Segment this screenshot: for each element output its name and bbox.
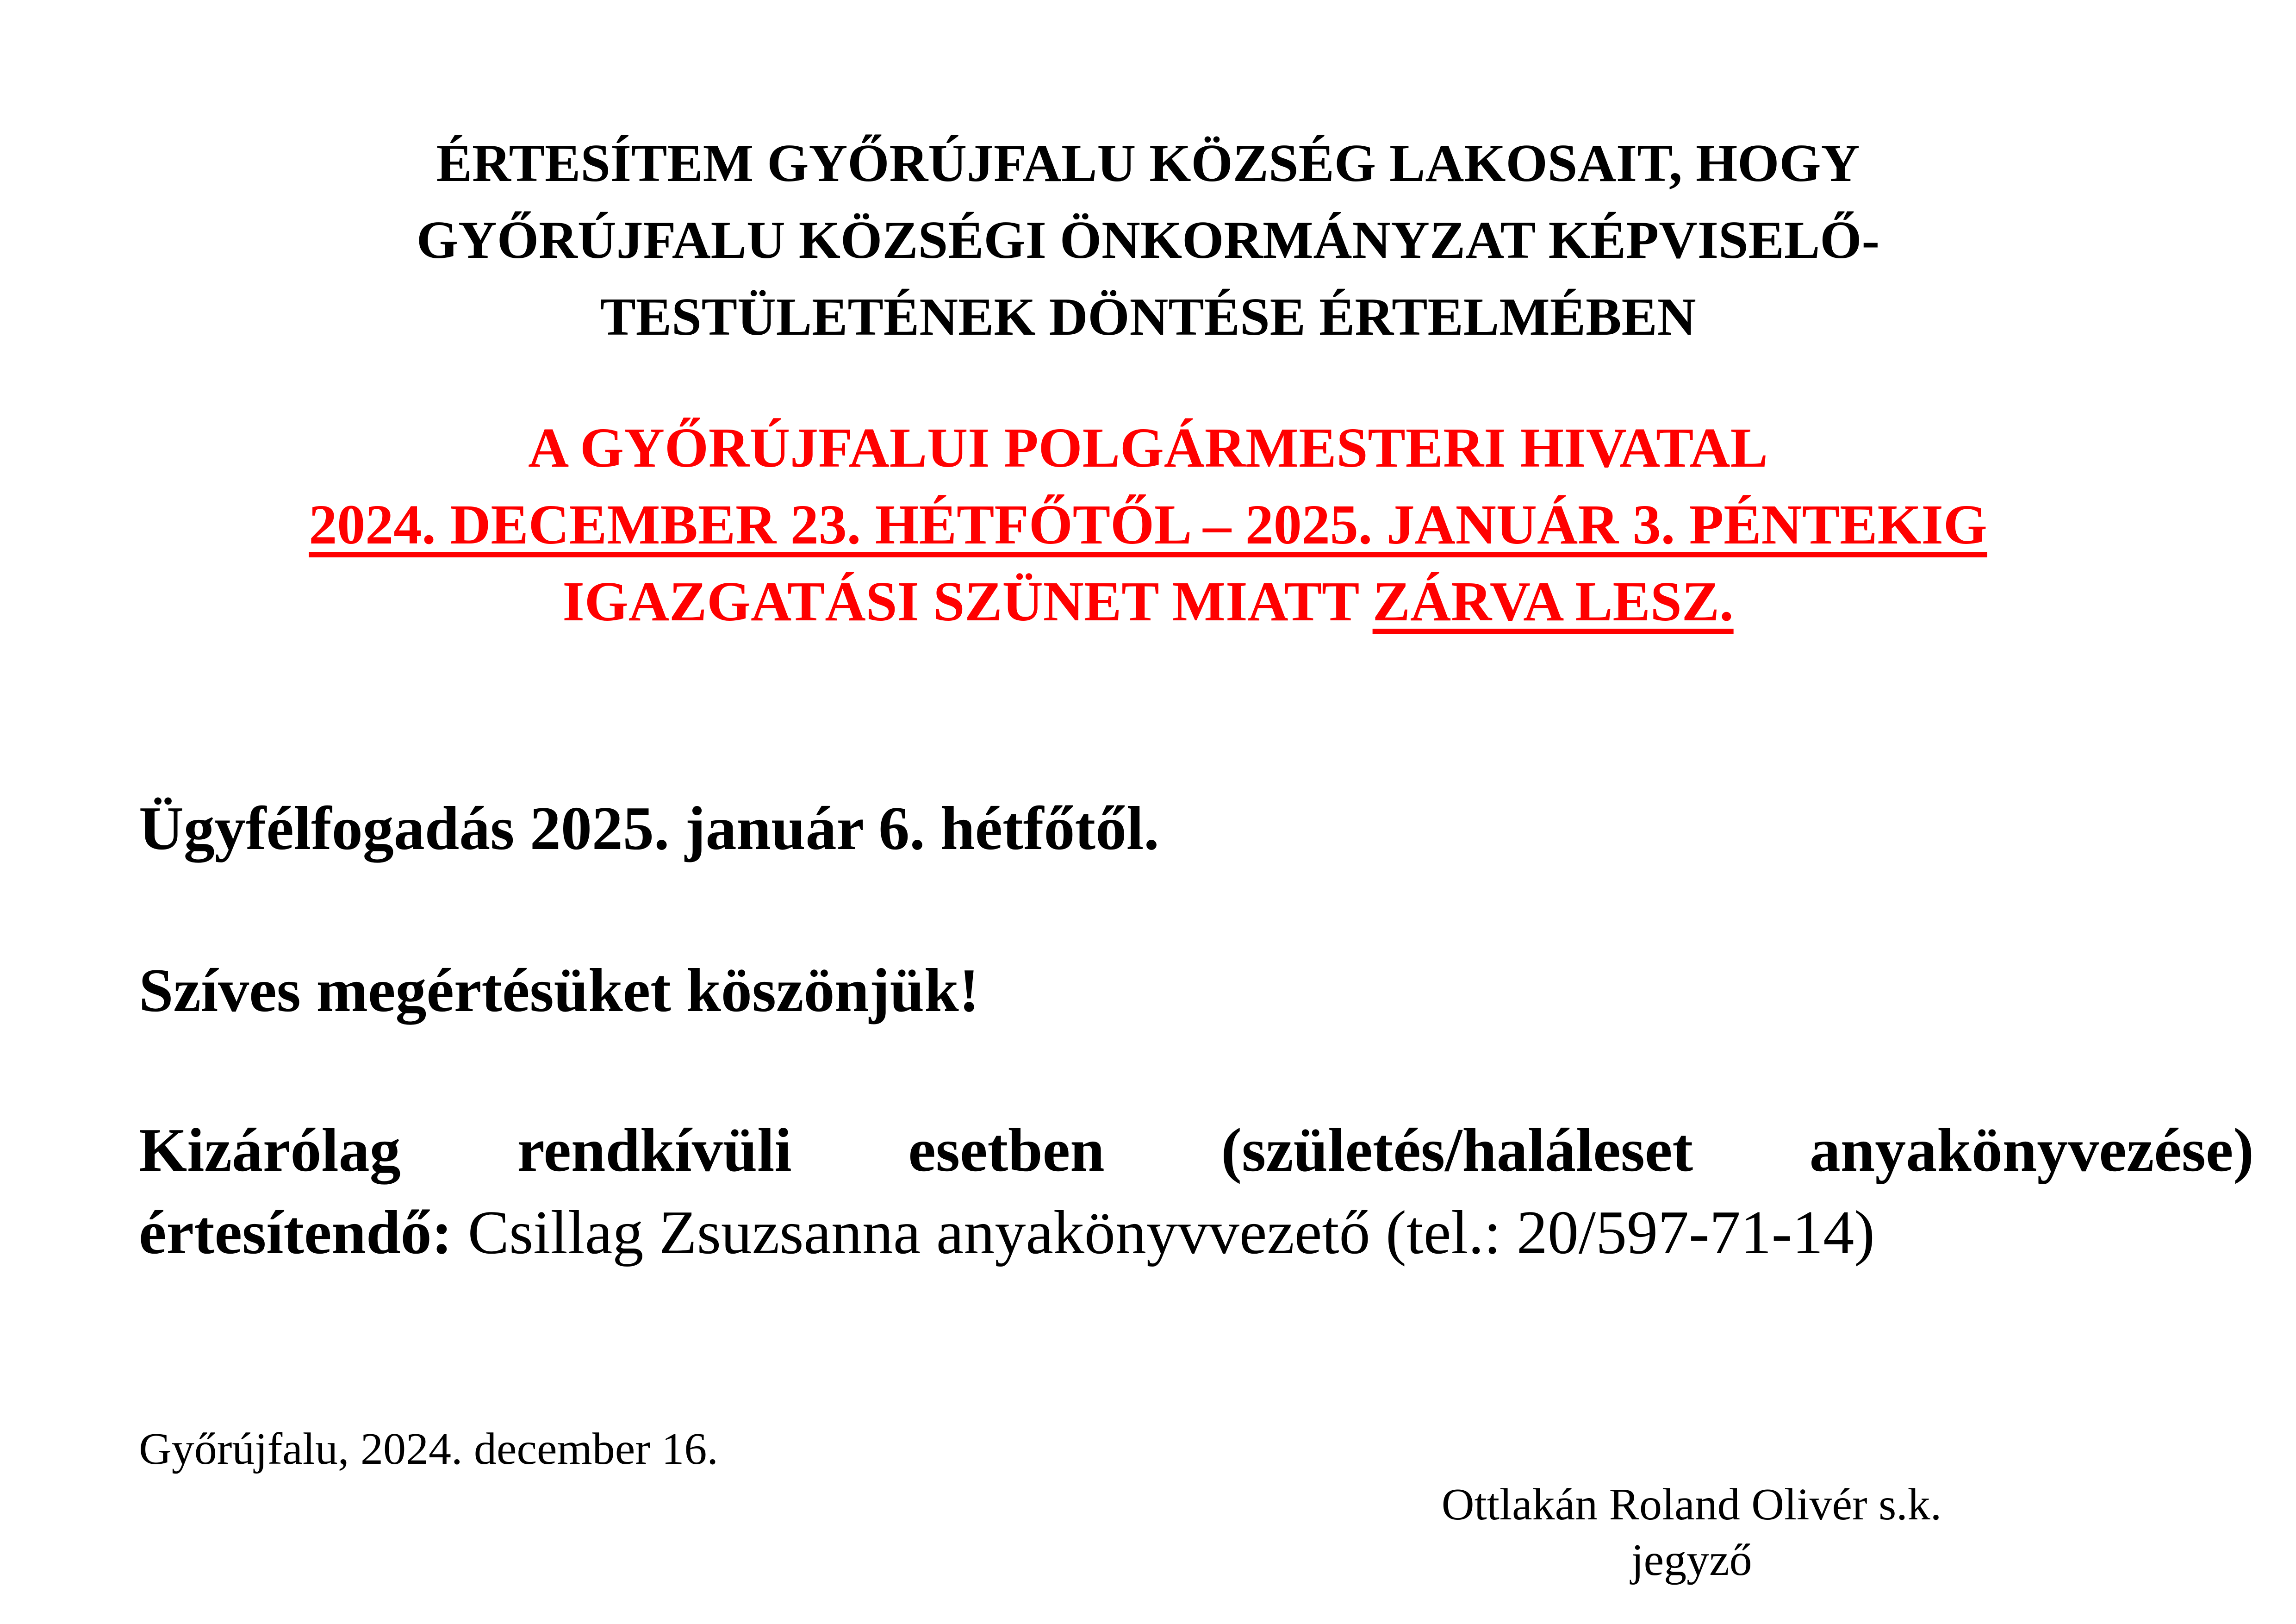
closure-reason	[0, 563, 2296, 640]
header-line-2: GYŐRÚJFALU KÖZSÉGI ÖNKORMÁNYZAT KÉPVISELŐ-	[416, 211, 1880, 270]
signatory-name: Ottlakán Roland Olivér s.k.	[1441, 1480, 1942, 1530]
header-line-3: TESTÜLETÉNEK DÖNTÉSE ÉRTELMÉBEN	[600, 287, 1696, 347]
emergency-contact-line	[139, 1198, 1875, 1267]
closure-reason-text: IGAZGATÁSI SZÜNET MIATT	[562, 570, 1373, 633]
emergency-contact	[139, 1109, 2254, 1274]
signatory-title: jegyző	[1631, 1535, 1752, 1585]
closure-dates: 2024. DECEMBER 23. HÉTFŐTŐL – 2025. JANUÁR 3. PÉNTEKIG	[309, 493, 1987, 556]
thanks-message: Szíves megértésüket köszönjük!	[139, 956, 980, 1024]
reception-info: Ügyfélfogadás 2025. január 6. hétfőtől.	[139, 794, 1159, 862]
closure-notice	[0, 410, 2296, 640]
closure-period	[0, 487, 2296, 563]
header-line-1: ÉRTESÍTEM GYŐRÚJFALU KÖZSÉG LAKOSAIT, HOGY	[436, 134, 1860, 193]
office-name: A GYŐRÚJFALUI POLGÁRMESTERI HIVATAL	[528, 417, 1768, 479]
emergency-label: értesítendő:	[139, 1198, 453, 1267]
signature-block	[1425, 1477, 1958, 1588]
notice-header	[0, 125, 2296, 356]
emergency-contact-details: Csillag Zsuzsanna anyakönyvvezető (tel.: 20/597-71-14)	[452, 1198, 1875, 1267]
emergency-condition: Kizárólag rendkívüli esetben (születés/haláleset anyakönyvezése)	[139, 1116, 2254, 1184]
closed-label: ZÁRVA LESZ.	[1372, 570, 1734, 633]
place-date: Győrújfalu, 2024. december 16.	[139, 1424, 718, 1474]
